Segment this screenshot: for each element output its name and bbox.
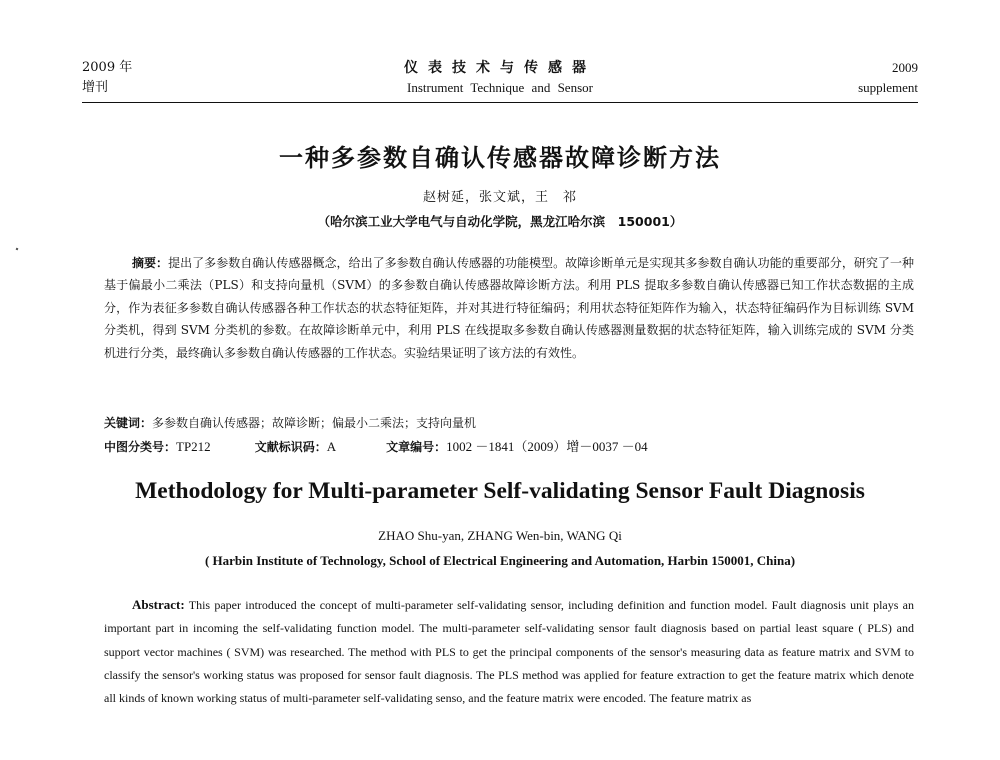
header-journal xyxy=(82,58,918,98)
article-number-value: 1002 －1841（2009）增－0037 －04 xyxy=(446,439,648,454)
header-year-left: 2009 年 xyxy=(82,60,133,75)
doc-code-label: 文献标识码： xyxy=(254,440,327,454)
classification-line xyxy=(104,436,914,458)
journal-name-en: Instrument Technique and Sensor xyxy=(407,80,593,95)
abstract-cn xyxy=(104,252,914,364)
paper-title-en: Methodology for Multi-parameter Self-validating Sensor Fault Diagnosis xyxy=(135,478,865,504)
running-header xyxy=(82,58,918,103)
journal-name-cn: 仪表技术与传感器 xyxy=(404,60,596,76)
authors-cn: 赵树延，张文斌，王 祁 xyxy=(422,190,577,205)
article-number-label: 文章编号： xyxy=(386,440,447,454)
clc-value: TP212 xyxy=(176,439,211,454)
header-issue-right: supplement xyxy=(858,80,918,95)
keywords-cn-label: 关键词： xyxy=(104,416,153,430)
keywords-cn xyxy=(104,412,914,434)
abstract-cn-text: 提出了多参数自确认传感器概念，给出了多参数自确认传感器的功能模型。故障诊断单元是实现其多参数自确认功能的重要部分，研究了一种基于偏最小二乘法（PLS）和支持向量机（SVM）的多参数自确认传感器故障诊断方法。利用 PLS 提取多参数自确认传感器已知工作状态数据的主成分，作为表征多参数自确认传感器各种工作状态的状态特征矩阵，并对其进行特征编码；利用状态特征矩阵作为输入，状态特征编码作为目标训练 SVM 分类机，得到 SVM 分类机的参数。在故障诊断单元中，利用 PLS 在线提取多参数自确认传感器测量数据的状态特征矩阵，输入训练完成的 SVM 分类机进行分类，最终确认多参数自确认传感器的工作状态。实验结果证明了该方法的有效性。 xyxy=(104,256,914,360)
header-issue-left: 增刊 xyxy=(82,80,109,95)
doc-code-value: A xyxy=(326,439,337,454)
scan-speck xyxy=(16,248,19,251)
affiliation-en: ( Harbin Institute of Technology, School of Electrical Engineering and Automation, Harbin 150001, China) xyxy=(204,553,796,568)
paper-title-cn: 一种多参数自确认传感器故障诊断方法 xyxy=(279,144,721,172)
affiliation-cn: （哈尔滨工业大学电气与自动化学院，黑龙江哈尔滨 150001） xyxy=(317,214,683,229)
abstract-en-label: Abstract: xyxy=(132,597,185,612)
abstract-en-text: This paper introduced the concept of multi-parameter self-validating sensor, including definition and function model. Fault diagnosis unit plays an important part in incoming the self-validating function model. The multi-parameter self-validating sensor fault diagnosis based on partial least square ( PLS) and support vector machines ( SVM) was researched. The method with PLS to get the principal components of the sensor's measuring data as feature matrix and SVM to classify the sensor's working status was proposed for sensor fault diagnosis. The PLS method was applied for feature extraction to get the feature matrix which denote all kinds of known working status of multi-parameter self-validating senso, and the feature matrix were encoded. The feature matrix as xyxy=(104,598,914,706)
keywords-cn-text: 多参数自确认传感器；故障诊断；偏最小二乘法；支持向量机 xyxy=(152,416,477,430)
abstract-cn-label: 摘要： xyxy=(132,256,169,270)
clc-label: 中图分类号： xyxy=(104,440,177,454)
abstract-en xyxy=(104,593,914,710)
header-year-right: 2009 xyxy=(892,60,918,75)
authors-en: ZHAO Shu-yan, ZHANG Wen-bin, WANG Qi xyxy=(378,528,622,543)
header-right xyxy=(858,58,918,98)
